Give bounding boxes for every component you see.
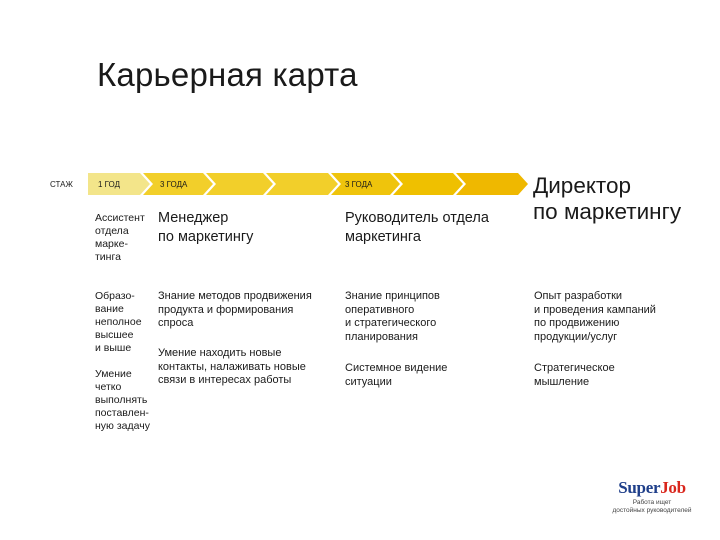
logo-tagline: Работа ищет достойных руководителей (612, 499, 692, 514)
page-title: Карьерная карта (97, 56, 358, 93)
stage-label-3: 3 ГОДА (345, 180, 373, 189)
requirements-col-3-knowledge: Знание принципов оперативного и стратегического планирования (345, 290, 440, 343)
position-manager: Менеджер по маркетингу (158, 210, 254, 245)
superjob-logo (612, 478, 692, 515)
requirements-col-4-skill: Стратегическое мышление (534, 362, 615, 388)
requirements-col-3-skill: Системное видение ситуации (345, 362, 448, 388)
timeline-segment-7 (456, 173, 528, 195)
requirements-col-1: Образо- вание неполное высшее и выше Умение четко выполнять поставлен- ную задачу (95, 290, 150, 432)
timeline-segment-4 (266, 173, 338, 195)
stage-label-1: 1 ГОД (98, 180, 121, 189)
timeline-segment-3 (206, 173, 273, 195)
timeline-arrows (88, 173, 528, 195)
stage-label-2: 3 ГОДА (160, 180, 188, 189)
requirements-col-2-knowledge: Знание методов продвижения продукта и формирования спроса (158, 290, 312, 329)
requirements-col-4-experience: Опыт разработки и проведения кампаний по продвижению продукции/услуг (534, 290, 656, 343)
position-head-of-department: Руководитель отдела маркетинга (345, 210, 489, 245)
logo-wordmark: SuperJob (618, 478, 686, 497)
experience-label: СТАЖ (50, 180, 73, 189)
requirements-col-2-skill: Умение находить новые контакты, налаживать новые связи в интересах работы (158, 347, 306, 386)
position-director: Директор по маркетингу (533, 173, 682, 224)
position-assistant: Ассистент отдела марке- тинга (95, 212, 145, 263)
timeline-segment-6 (393, 173, 463, 195)
